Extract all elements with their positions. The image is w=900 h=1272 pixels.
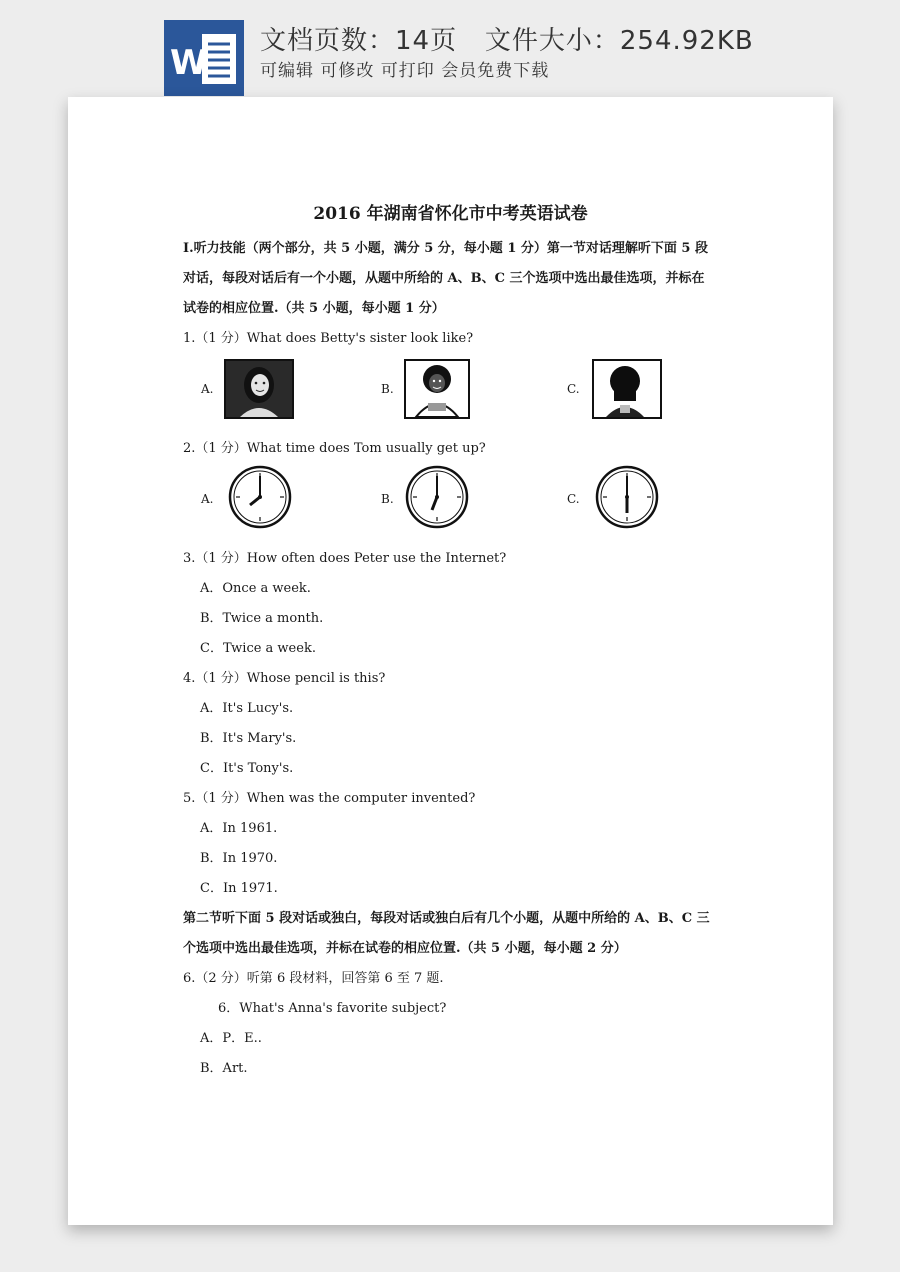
option-a: A．It's Lucy's.: [200, 701, 294, 716]
question-1: 1.（1 分）What does Betty's sister look like?: [183, 331, 474, 346]
question-6: 6.（2 分）听第 6 段材料，回答第 6 至 7 题.: [183, 971, 444, 986]
short-hair-girl-photo: [592, 359, 662, 419]
clock-7-oclock: [405, 465, 469, 529]
section2-instruction-line: 第二节听下面 5 段对话或独白，每段对话或独白后有几个小题，从题中所给的 A、B、C 三: [183, 911, 710, 926]
sub-question-6: 6．What's Anna's favorite subject?: [218, 1001, 447, 1016]
clock-6-oclock: [595, 465, 659, 529]
option-c: C．In 1971.: [200, 881, 278, 896]
download-banner: [0, 0, 900, 100]
option-c: C．Twice a week.: [200, 641, 316, 656]
long-hair-girl-photo: [224, 359, 294, 419]
clock-8-oclock: [228, 465, 292, 529]
question-3: 3.（1 分）How often does Peter use the Internet?: [183, 551, 507, 566]
option-label-a: A.: [201, 492, 214, 506]
option-label-a: A.: [201, 382, 214, 396]
file-features: 可编辑 可修改 可打印 会员免费下载: [260, 61, 550, 81]
option-b: B．Art.: [200, 1061, 248, 1076]
question-4: 4.（1 分）Whose pencil is this?: [183, 671, 386, 686]
page-title: 2016 年湖南省怀化市中考英语试卷: [313, 204, 588, 224]
option-b: B．In 1970.: [200, 851, 278, 866]
section1-instruction-line: 试卷的相应位置.（共 5 小题，每小题 1 分）: [183, 301, 445, 316]
option-c: C．It's Tony's.: [200, 761, 294, 776]
file-info: 文档页数：14页 文件大小：254.92KB: [260, 26, 754, 56]
section1-instruction-line: 对话，每段对话后有一个小题，从题中所给的 A、B、C 三个选项中选出最佳选项，并标在: [183, 271, 705, 286]
question-5: 5.（1 分）When was the computer invented?: [183, 791, 476, 806]
option-label-b: B.: [381, 382, 394, 396]
section1-instruction-line: Ⅰ.听力技能（两个部分，共 5 小题，满分 5 分，每小题 1 分）第一节对话理解听下面 5 段: [183, 241, 708, 256]
option-a: A．In 1961.: [200, 821, 278, 836]
option-label-c: C.: [567, 492, 580, 506]
question-2: 2.（1 分）What time does Tom usually get up?: [183, 441, 486, 456]
word-doc-icon: [164, 20, 244, 96]
curly-hair-child-photo: [404, 359, 470, 419]
option-a: A．P．E..: [200, 1031, 262, 1046]
svg-text:W: W: [170, 43, 208, 83]
option-label-b: B.: [381, 492, 394, 506]
option-b: B．Twice a month.: [200, 611, 324, 626]
option-b: B．It's Mary's.: [200, 731, 297, 746]
document-page: [68, 97, 833, 1225]
option-a: A．Once a week.: [200, 581, 311, 596]
option-label-c: C.: [567, 382, 580, 396]
section2-instruction-line: 个选项中选出最佳选项，并标在试卷的相应位置.（共 5 小题，每小题 2 分）: [183, 941, 627, 956]
